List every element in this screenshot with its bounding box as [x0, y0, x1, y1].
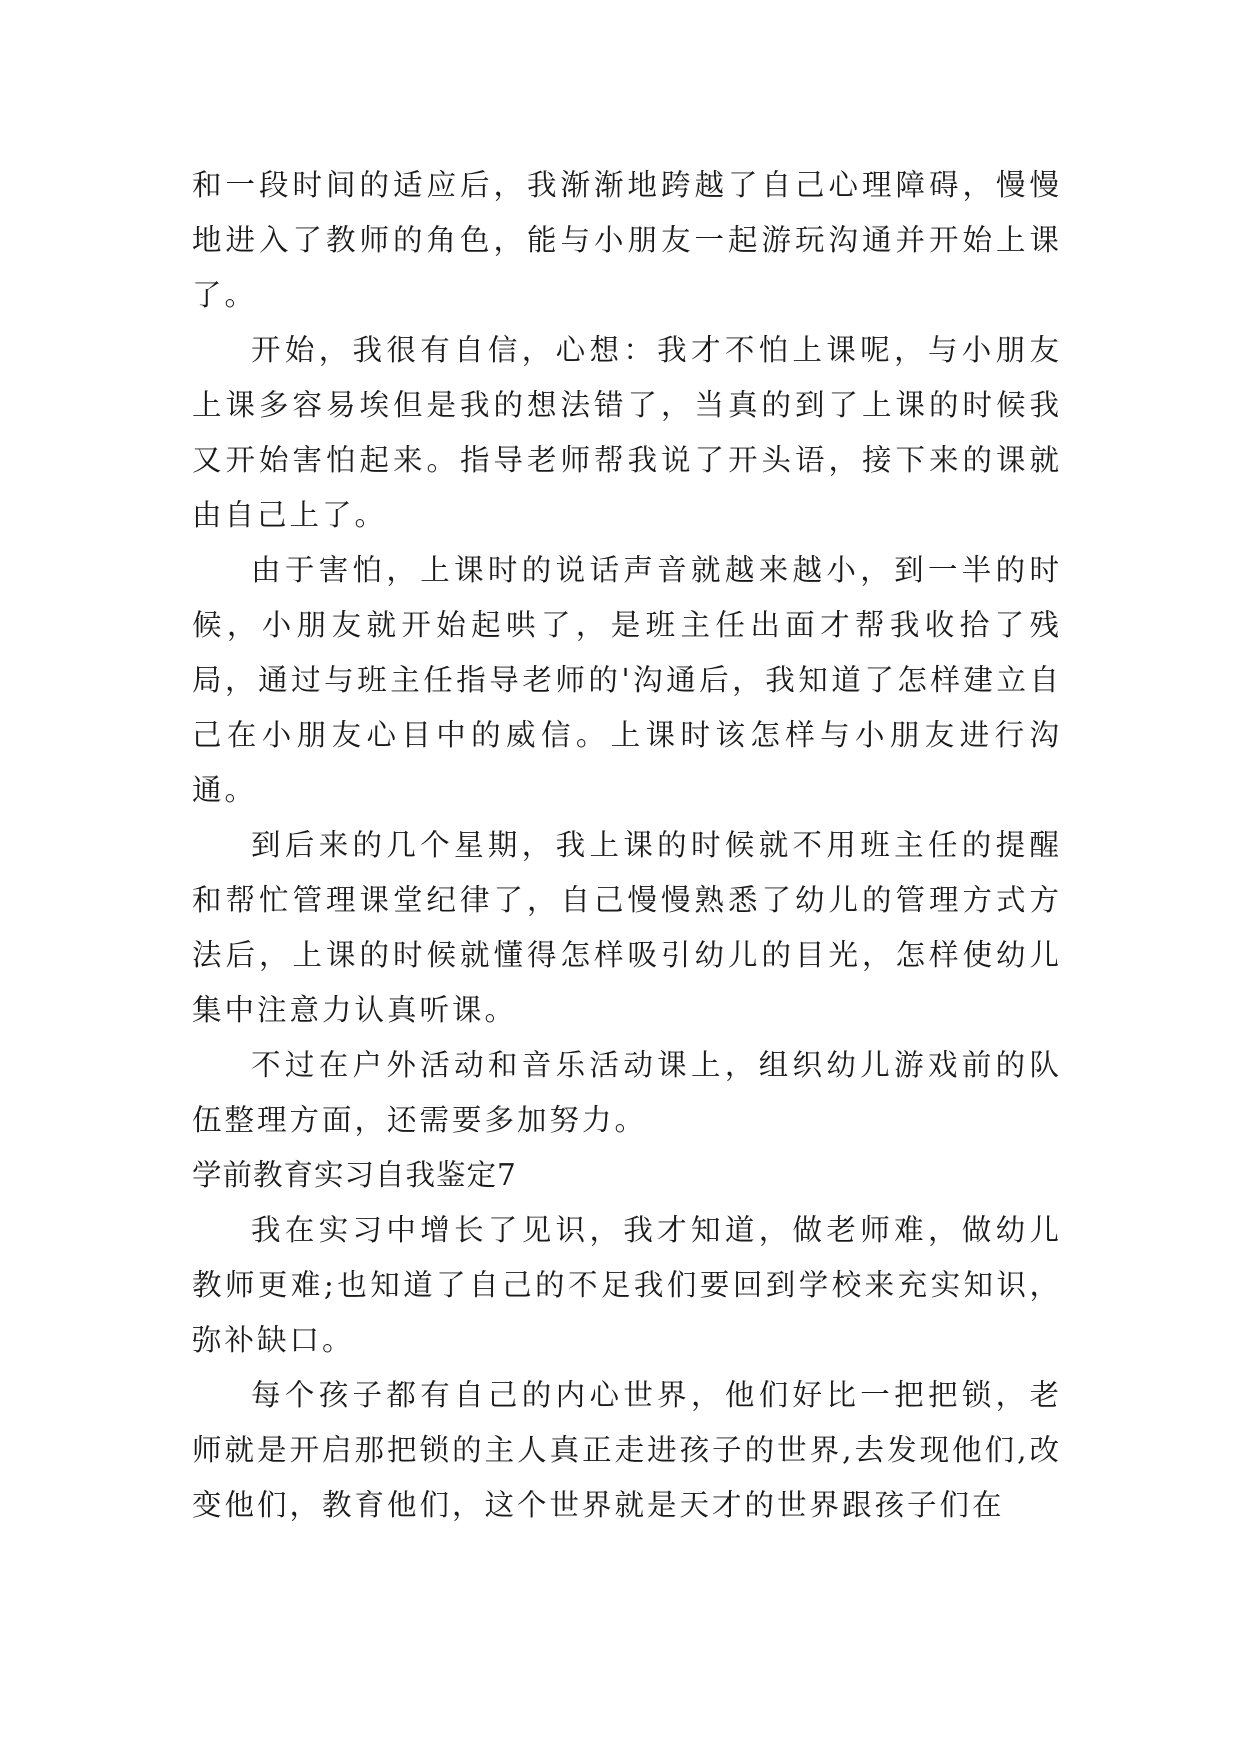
- document-body: [192, 158, 1062, 1533]
- paragraph: 和一段时间的适应后，我渐渐地跨越了自己心理障碍，慢慢地进入了教师的角色，能与小朋友一起游玩沟通并开始上课了。: [192, 168, 1062, 312]
- paragraph: 开始，我很有自信，心想：我才不怕上课呢，与小朋友上课多容易埃但是我的想法错了，当真的到了上课的时候我又开始害怕起来。指导老师帮我说了开头语，接下来的课就由自己上了。: [192, 333, 1062, 532]
- paragraph: 我在实习中增长了见识，我才知道，做老师难，做幼儿教师更难;也知道了自己的不足我们要回到学校来充实知识，弥补缺口。: [192, 1213, 1062, 1357]
- paragraph: 每个孩子都有自己的内心世界，他们好比一把把锁，老师就是开启那把锁的主人真正走进孩子的世界,去发现他们,改变他们，教育他们，这个世界就是天才的世界跟孩子们在: [192, 1378, 1062, 1522]
- paragraph: 到后来的几个星期，我上课的时候就不用班主任的提醒和帮忙管理课堂纪律了，自己慢慢熟悉了幼儿的管理方式方法后，上课的时候就懂得怎样吸引幼儿的目光，怎样使幼儿集中注意力认真听课。: [192, 828, 1062, 1027]
- section-heading: 学前教育实习自我鉴定7: [192, 1158, 517, 1192]
- paragraph: 由于害怕，上课时的说话声音就越来越小，到一半的时候，小朋友就开始起哄了，是班主任出面才帮我收拾了残局，通过与班主任指导老师的'沟通后，我知道了怎样建立自己在小朋友心目中的威信。上课时该怎样与小朋友进行沟通。: [192, 553, 1062, 807]
- paragraph: 不过在户外活动和音乐活动课上，组织幼儿游戏前的队伍整理方面，还需要多加努力。: [192, 1048, 1062, 1137]
